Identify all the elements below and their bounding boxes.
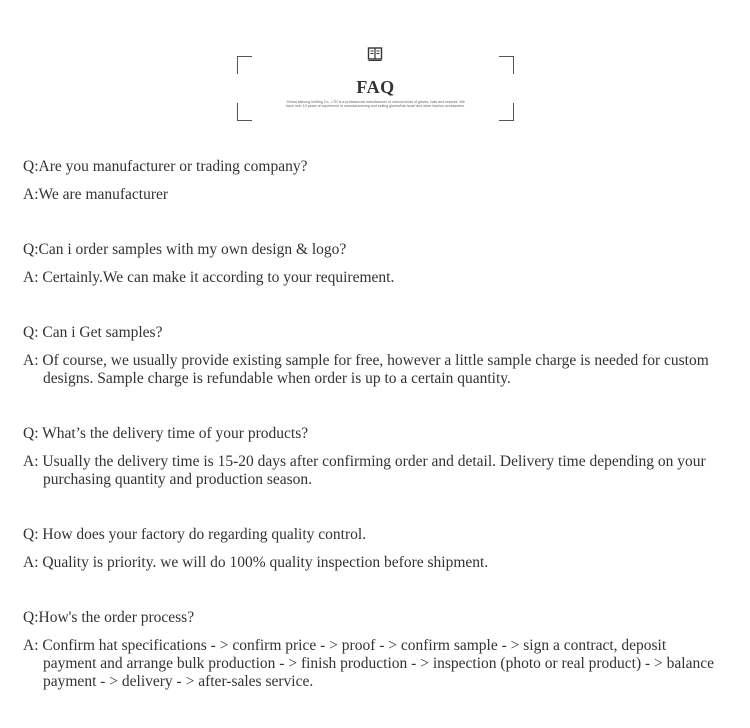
- faq-answer: A: Confirm hat specifications - > confirm price - > proof - > confirm sample - > sign a contract, deposit payment and arrange bulk production - > finish production - > inspection (photo or real product) - > balance payment - > delivery - > after-sales service.: [23, 637, 714, 690]
- faq-answer: A:We are manufacturer: [23, 186, 169, 203]
- faq-header: [237, 45, 514, 121]
- faq-answer: A: Of course, we usually provide existing sample for free, however a little sample charge is needed for custom designs. Sample charge is refundable when order is up to a certain quantity.: [23, 352, 709, 387]
- faq-item: [23, 526, 723, 572]
- faq-answer: A: Quality is priority. we will do 100% quality inspection before shipment.: [23, 554, 489, 571]
- frame-corner-top-left: [237, 56, 252, 74]
- page-title: FAQ: [356, 77, 395, 97]
- faq-item: [23, 609, 723, 691]
- faq-item: [23, 425, 723, 489]
- faq-item: [23, 324, 723, 388]
- faq-question: Q: What’s the delivery time of your products?: [23, 425, 309, 442]
- faq-answer: A: Certainly.We can make it according to your requirement.: [23, 269, 395, 286]
- frame-corner-top-right: [499, 56, 514, 74]
- book-icon: [367, 46, 383, 62]
- faq-item: [23, 241, 723, 287]
- frame-corner-bottom-left: [237, 103, 252, 121]
- page-subtitle: Jinhua kaihong knitting Co., LTD is a professional manufacturer of various kinds of gloves, hats and scarves. We have over 10 years of experience in manufacturering and selling gloves/hat /scarf and other fashion accessories.: [286, 100, 465, 109]
- faq-question: Q: Can i Get samples?: [23, 324, 163, 341]
- faq-item: [23, 158, 723, 204]
- faq-question: Q:Are you manufacturer or trading company?: [23, 158, 308, 175]
- faq-list: [23, 158, 723, 728]
- faq-question: Q: How does your factory do regarding quality control.: [23, 526, 367, 543]
- faq-question: Q:How's the order process?: [23, 609, 195, 626]
- faq-answer: A: Usually the delivery time is 15-20 days after confirming order and detail. Delivery time depending on your purchasing quantity and production season.: [23, 453, 706, 488]
- frame-corner-bottom-right: [499, 103, 514, 121]
- faq-question: Q:Can i order samples with my own design & logo?: [23, 241, 347, 258]
